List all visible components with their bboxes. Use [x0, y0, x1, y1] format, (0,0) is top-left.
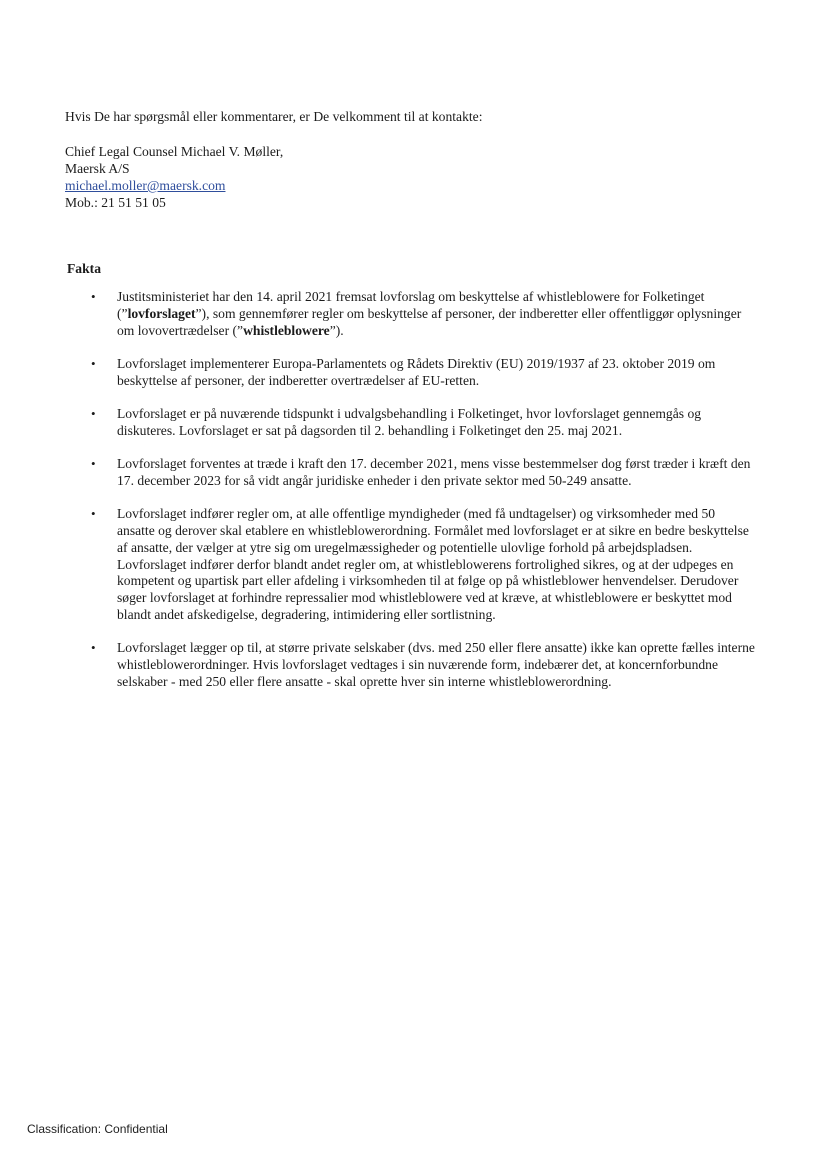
contact-block: [65, 143, 283, 211]
facts-list: [91, 289, 756, 691]
contact-email-link[interactable]: michael.moller@maersk.com: [65, 178, 226, 193]
contact-title: Chief Legal Counsel Michael V. Møller,: [65, 144, 284, 159]
defined-term-whistleblowere: whistleblowere: [243, 322, 330, 338]
fact-text: Lovforslaget indfører regler om, at alle offentlige myndigheder (med få undtagelser) og virksomheder med 50 ansatte og derover skal etablere en whistleblowerordning. Formålet med lovforslaget er at sikre en bedre beskyttelse af ansatte, der vælger at ytre sig om uregelmæssigheder og potentielle ulovlige forhold på arbejdspladsen. Lovforslaget indfører derfor blandt andet regler om, at whistleblowerens fortrolighed sikres, og at der udpeges en kompetent og upartisk part eller afdeling i virksomheden til at følge op på whistleblower henvendelser. Derudover søger lovforslaget at forhindre repressalier mod whistleblowere ved at kræve, at whistleblowere er beskyttet mod blandt andet afskedigelse, degradering, intimidering eller sortlistning.: [117, 506, 749, 622]
list-item: [91, 640, 756, 690]
defined-term-lovforslaget: lovforslaget: [127, 305, 196, 321]
facts-heading: Fakta: [67, 261, 101, 276]
list-item: [91, 456, 756, 490]
bullet-icon: •: [91, 456, 96, 472]
fact-text: ”).: [329, 322, 344, 338]
bullet-icon: •: [91, 506, 96, 522]
fact-text: Lovforslaget lægger op til, at større private selskaber (dvs. med 250 eller flere ansatte) ikke kan oprette fælles interne whistleblowerordninger. Hvis lovforslaget vedtages i sin nuværende form, indebærer det, at koncernforbundne selskaber - med 250 eller flere ansatte - skal oprette hver sin interne whistleblowerordning.: [117, 640, 755, 689]
intro-text: Hvis De har spørgsmål eller kommentarer, er De velkomment til at kontakte:: [65, 109, 483, 124]
contact-phone: Mob.: 21 51 51 05: [65, 195, 166, 210]
bullet-icon: •: [91, 355, 96, 371]
fact-text: Lovforslaget forventes at træde i kraft den 17. december 2021, mens visse bestemmelser dog først træder i kræft den 17. december 2023 for så vidt angår juridiske enheder i den private sektor med 50-249 ansatte.: [117, 456, 751, 488]
list-item: [91, 289, 756, 339]
list-item: [91, 506, 756, 624]
contact-company: Maersk A/S: [65, 161, 130, 176]
fact-text: ”), som gennemfører regler om beskyttelse af personer, der indberetter eller offentliggør oplysninger om lovovertrædelser (”: [117, 305, 742, 338]
list-item: [91, 406, 756, 440]
list-item: [91, 356, 756, 390]
classification-label: Classification: Confidential: [27, 1122, 168, 1136]
fact-text: Lovforslaget implementerer Europa-Parlamentets og Rådets Direktiv (EU) 2019/1937 af 23. oktober 2019 om beskyttelse af personer, der indberetter overtrædelser af EU-retten.: [117, 355, 716, 388]
bullet-icon: •: [91, 405, 96, 421]
bullet-icon: •: [91, 640, 96, 656]
bullet-icon: •: [91, 289, 96, 304]
fact-text: Justitsministeriet har den 14. april 2021 fremsat lovforslag om beskyttelse af whistleblowere for Folketinget (”: [117, 289, 705, 321]
fact-text: Lovforslaget er på nuværende tidspunkt i udvalgsbehandling i Folketinget, hvor lovforslaget gennemgås og diskuteres. Lovforslaget er sat på dagsorden til 2. behandling i Folketinget den 25. maj 2021.: [117, 405, 702, 438]
